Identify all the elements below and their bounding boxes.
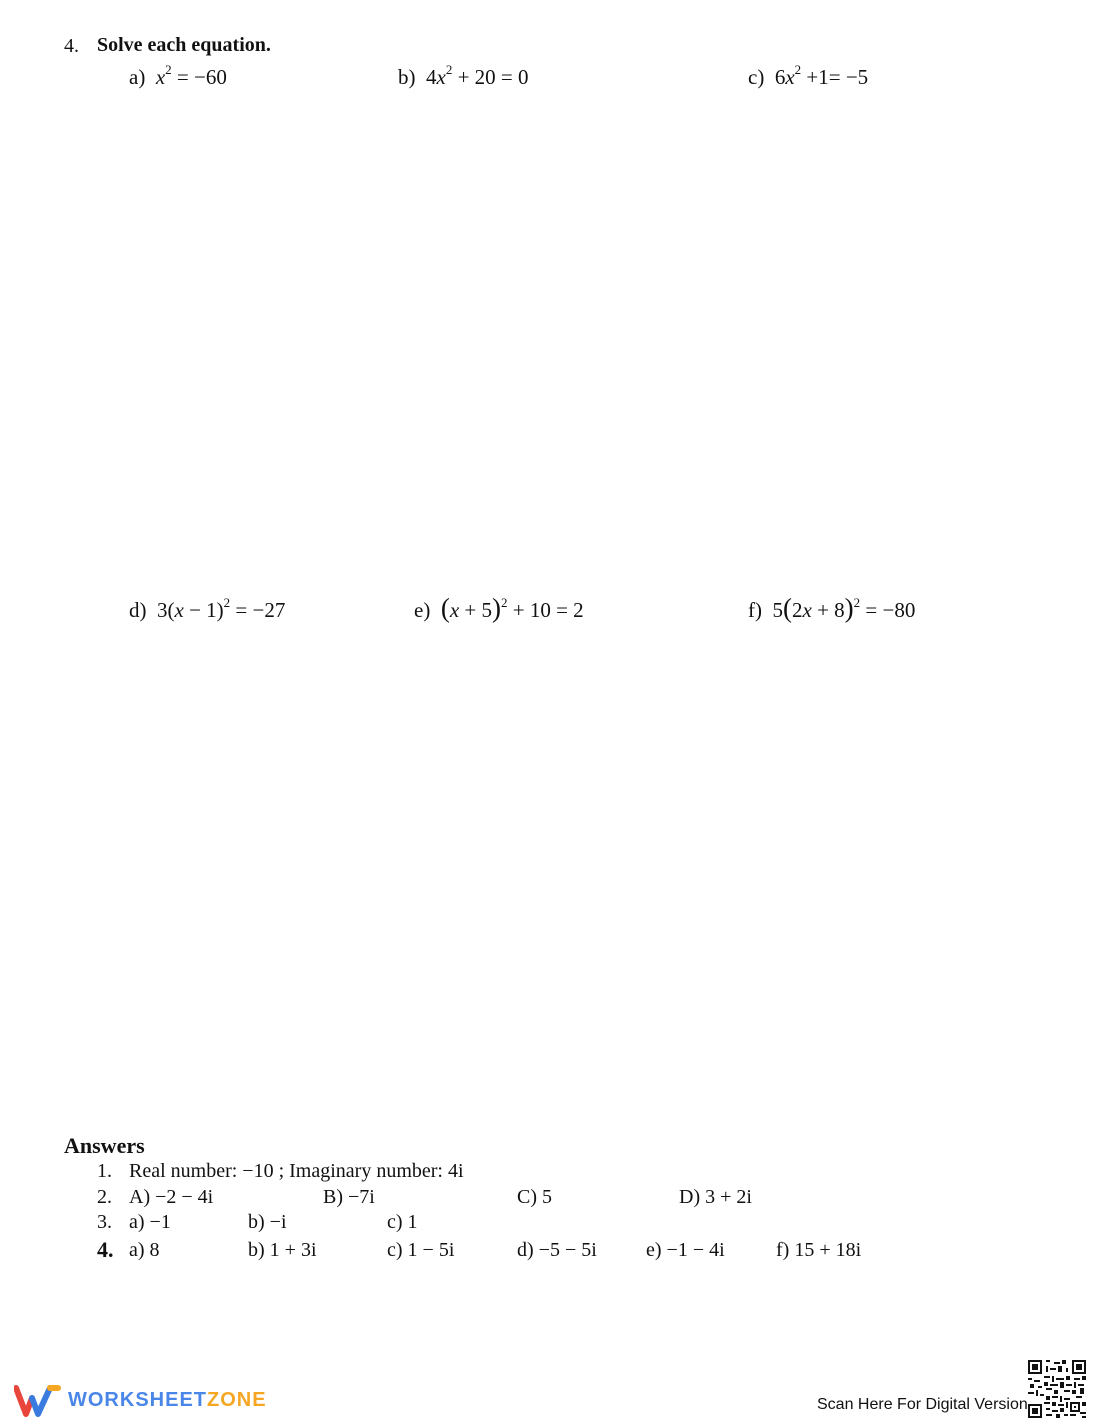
answer-4f: f) 15 + 18i [776,1239,862,1261]
equation: $(x + 5)^2 + 10 = 2$ [440,593,584,623]
answer-row-3-num: 3. [97,1211,112,1233]
brand-part-2: ZONE [207,1389,267,1411]
problem-d [129,595,286,623]
equation: $3(x - 1)^2 = -27$ [151,595,286,622]
equation: $x^2 = -60$ [155,62,227,89]
answer-3b: b) −i [248,1211,287,1233]
problem-label: c) [748,65,765,89]
problem-label: e) [414,598,431,622]
answer-4a: a) 8 [129,1239,160,1261]
answer-2a: A) −2 − 4i [129,1186,214,1208]
answer-2c: C) 5 [517,1186,552,1208]
qr-code-icon[interactable] [1028,1360,1086,1418]
answer-3a: a) −1 [129,1211,171,1233]
answer-row-4-num: 4. [97,1237,114,1262]
problem-b [398,62,529,90]
answer-2d: D) 3 + 2i [679,1186,752,1208]
problem-a [129,62,227,90]
brand-part-1: WORKSHEET [68,1389,207,1411]
brand-name [68,1389,267,1412]
question-title: Solve each equation. [97,34,271,56]
equation: $6x^2 +1= -5$ [769,62,869,89]
answer-3c: c) 1 [387,1211,418,1233]
problem-f [748,593,916,623]
answers-heading: Answers [64,1133,145,1158]
answer-row-1-text: Real number: −10 ; Imaginary number: 4i [129,1160,464,1182]
answer-4c: c) 1 − 5i [387,1239,455,1261]
answer-row-1-num: 1. [97,1160,112,1182]
answer-4e: e) −1 − 4i [646,1239,725,1261]
equation: $5(2x + 8)^2 = -80$ [767,593,916,623]
answer-2b: B) −7i [323,1186,375,1208]
answer-row-2-num: 2. [97,1186,112,1208]
problem-c [748,62,869,90]
problem-label: a) [129,65,146,89]
equation: $4x^2 + 20 = 0$ [420,62,529,89]
problem-e [414,593,584,623]
answer-4b: b) 1 + 3i [248,1239,317,1261]
problem-label: f) [748,598,762,622]
worksheetzone-logo-icon [14,1384,62,1418]
problem-label: b) [398,65,416,89]
question-number: 4. [64,35,79,57]
scan-text: Scan Here For Digital Version [817,1396,1028,1413]
answer-4d: d) −5 − 5i [517,1239,597,1261]
problem-label: d) [129,598,147,622]
